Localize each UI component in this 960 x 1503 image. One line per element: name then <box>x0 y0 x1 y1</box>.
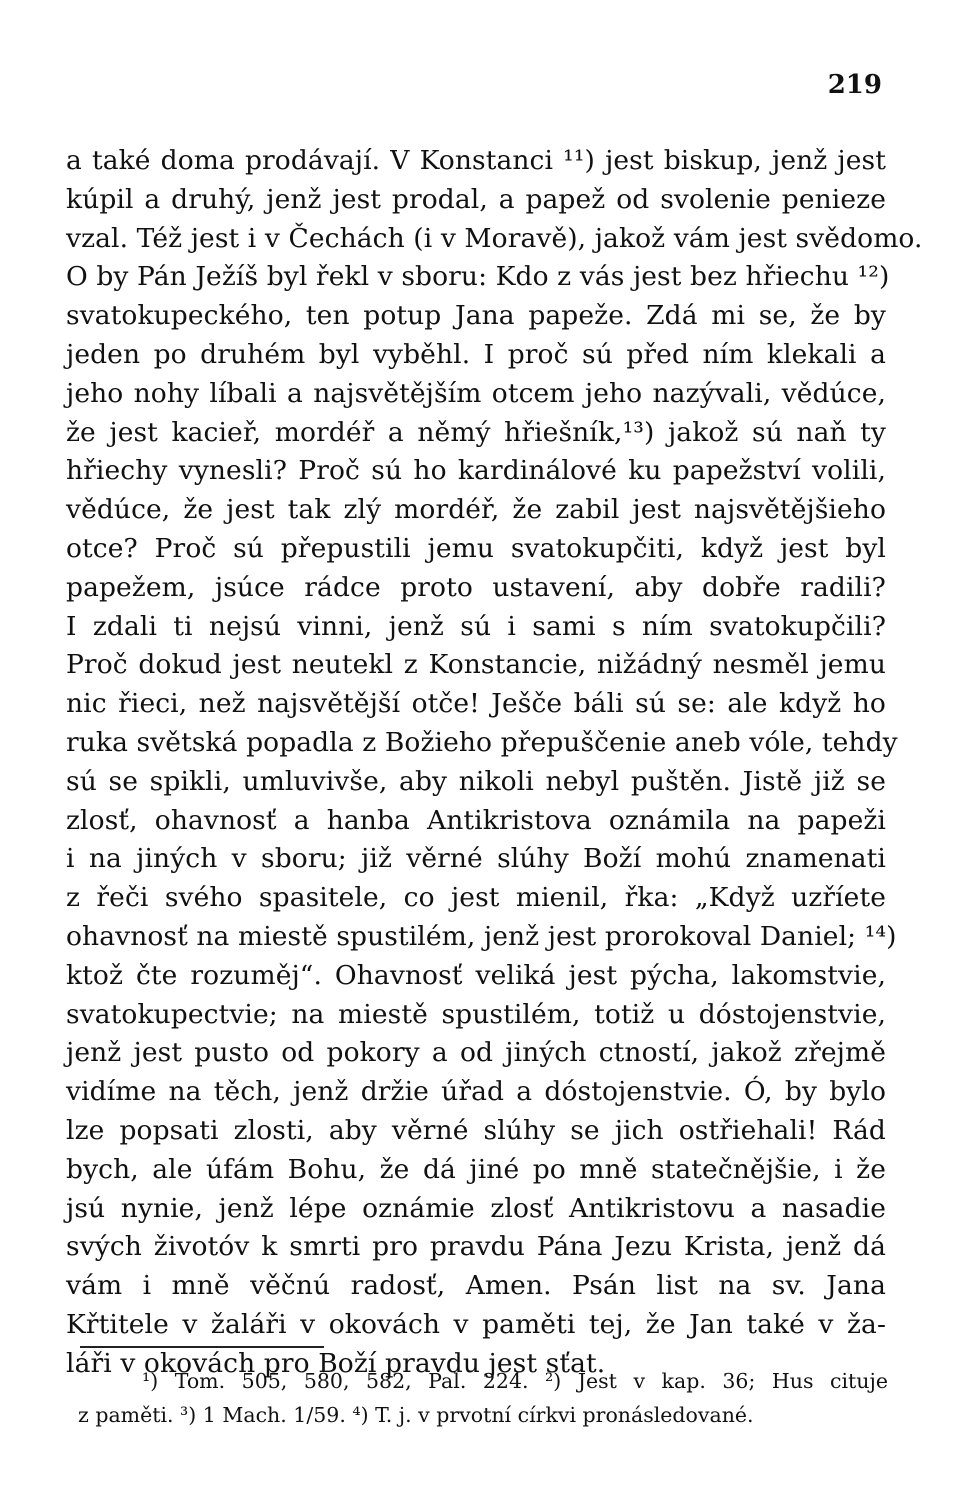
text-line: hřiechy vynesli? Proč sú ho kardinálové ku papežství volili, <box>66 455 886 487</box>
text-line: vám i mně věčnú radosť, Amen. Psán list na sv. Jana <box>66 1270 886 1302</box>
text-line: lze popsati zlosti, aby věrné slúhy se jich ostřiehali! Rád <box>66 1114 886 1146</box>
text-line: z řeči svého spasitele, co jest mienil, řka: „Když uzříete <box>66 882 886 914</box>
text-line: Proč dokud jest neutekl z Konstancie, nižádný nesměl jemu <box>66 649 886 681</box>
text-line: i na jiných v sboru; již věrné slúhy Boží mohú znamenati <box>66 843 886 875</box>
text-line: že jest kacieř, mordéř a němý hřiešník,¹³) jakož sú naň ty <box>66 416 886 448</box>
body-text <box>66 142 923 1384</box>
page-number: 219 <box>827 70 882 100</box>
text-line: papežem, jsúce rádce proto ustavení, aby dobře radili? <box>66 571 886 603</box>
text-line: zlosť, ohavnosť a hanba Antikristova oznámila na papeži <box>66 804 886 836</box>
text-line: I zdali ti nejsú vinni, jenž sú i sami s ním svatokupčili? <box>66 610 886 642</box>
footnote-line: ¹) Tom. 505, 580, 582, Pal. 224. ²) Jest v kap. 36; Hus cituje <box>142 1369 888 1393</box>
text-line: vědúce, že jest tak zlý mordéř, že zabil jest najsvětějšieho <box>66 494 886 526</box>
text-line: jeden po druhém byl vyběhl. I proč sú před ním klekali a <box>66 338 886 370</box>
text-line: jeho nohy líbali a najsvětějším otcem jeho nazývali, vědúce, <box>66 377 886 409</box>
footnotes <box>78 1364 888 1432</box>
text-line: otce? Proč sú přepustili jemu svatokupčiti, když jest byl <box>66 532 886 564</box>
footnote-divider <box>80 1346 324 1348</box>
text-line: svatokupeckého, ten potup Jana papeže. Zdá mi se, že by <box>66 300 886 332</box>
text-line: vidíme na těch, jenž držie úřad a dóstojenstvie. Ó, by bylo <box>66 1076 886 1108</box>
text-line: jsú nynie, jenž lépe oznámie zlosť Antikristovu a nasadie <box>66 1192 886 1224</box>
text-line: láři v okovách pro Boží pravdu jest sťat. <box>66 1347 606 1379</box>
text-line: nic řieci, než najsvětější otče! Ješče báli sú se: ale když ho <box>66 688 886 720</box>
footnote-line: z paměti. ³) 1 Mach. 1/59. ⁴) T. j. v prvotní církvi pronásledované. <box>78 1403 754 1427</box>
text-line: a také doma prodávají. V Konstanci ¹¹) jest biskup, jenž jest <box>66 145 886 176</box>
text-line: Křtitele v žaláři v okovách v paměti tej, že Jan také v ža- <box>66 1308 886 1340</box>
text-line: svatokupectvie; na miestě spustilém, totiž u dóstojenstvie, <box>66 998 886 1030</box>
text-line: svých životóv k smrti pro pravdu Pána Jezu Krista, jenž dá <box>66 1231 886 1263</box>
text-line: sú se spikli, umluvivše, aby nikoli nebyl puštěn. Jistě již se <box>66 765 886 797</box>
text-line: O by Pán Ježíš byl řekl v sboru: Kdo z vás jest bez hřiechu ¹²) <box>66 261 890 293</box>
text-line: vzal. Též jest i v Čechách (i v Moravě), jakož vám jest svědomo. <box>66 222 923 254</box>
text-line: ohavnosť na miestě spustilém, jenž jest prorokoval Daniel; ¹⁴) <box>66 920 897 952</box>
text-line: kúpil a druhý, jenž jest prodal, a papež od svolenie penieze <box>66 183 886 215</box>
text-line: jenž jest pusto od pokory a od jiných ctností, jakož zřejmě <box>66 1037 886 1069</box>
text-line: bych, ale úfám Bohu, že dá jiné po mně statečnějšie, i že <box>66 1153 886 1185</box>
text-line: ruka světská popadla z Božieho přepuščenie aneb vóle, tehdy <box>66 726 898 758</box>
text-line: ktož čte rozuměj“. Ohavnosť veliká jest pýcha, lakomstvie, <box>66 959 886 991</box>
